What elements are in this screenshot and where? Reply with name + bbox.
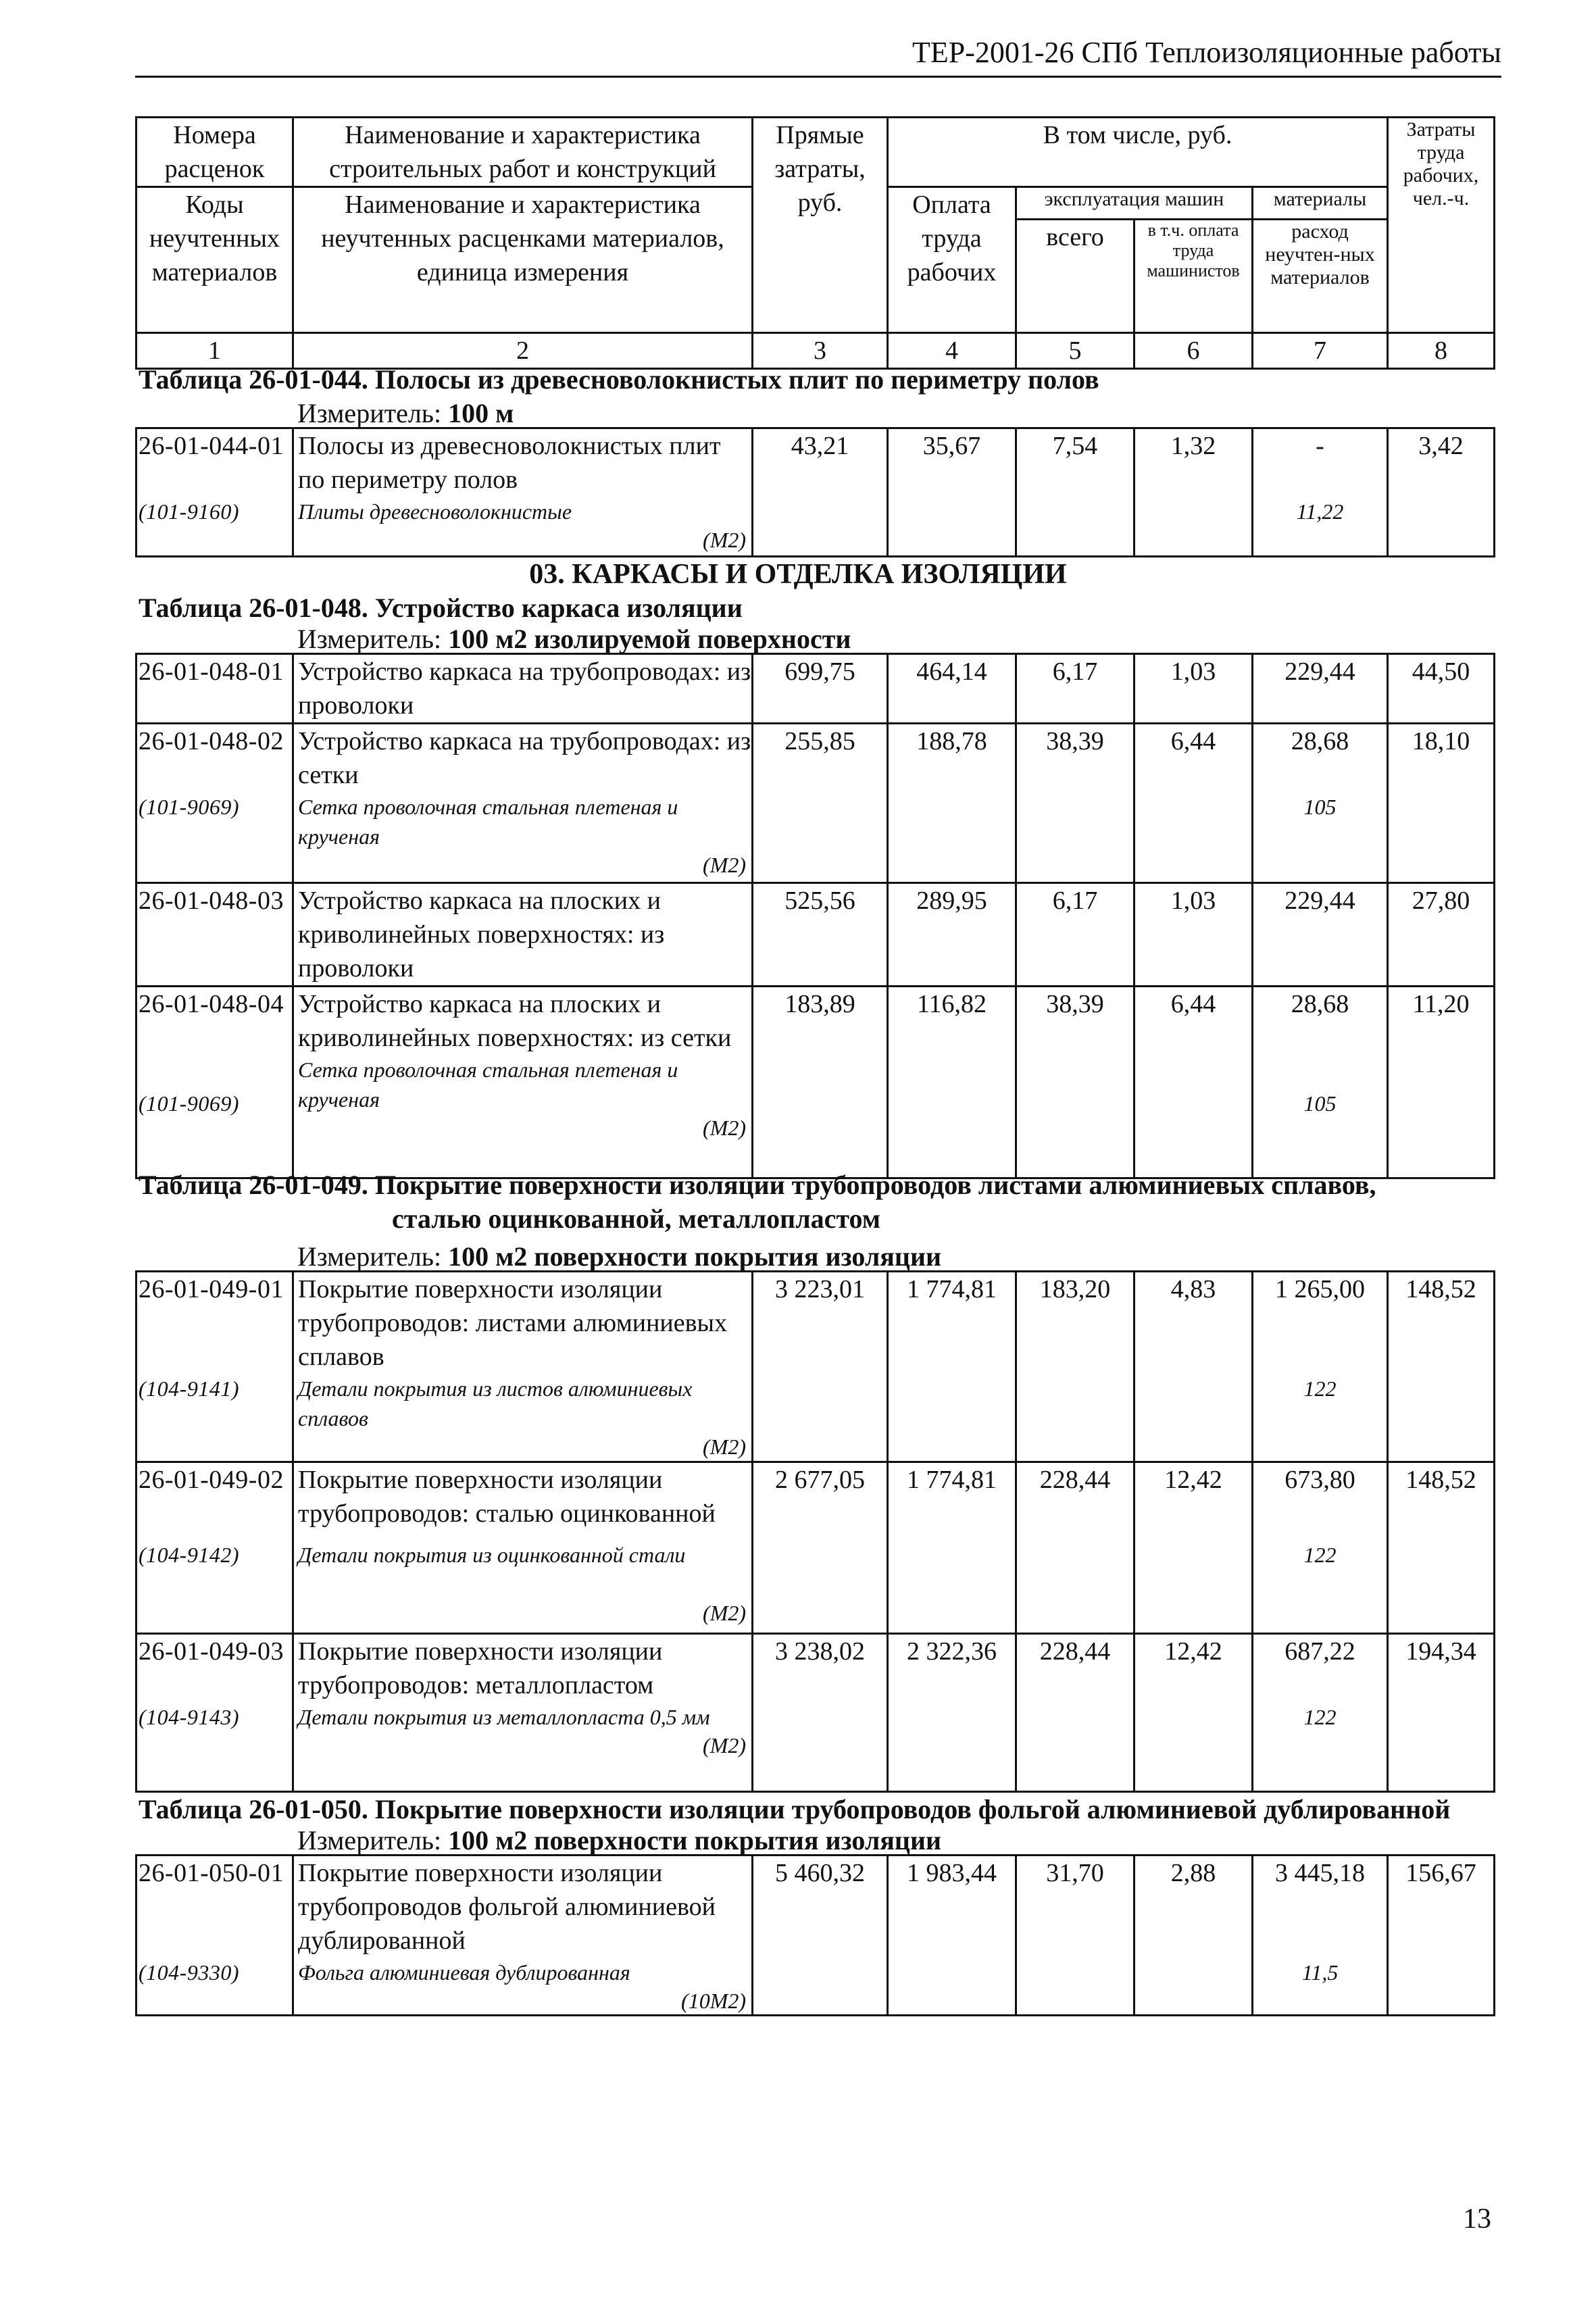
- material-code: (104-9330): [139, 1960, 239, 1985]
- col8-header: Затраты труда рабочих, чел.-ч.: [1388, 118, 1495, 333]
- labor-cost: 2 322,36: [888, 1634, 1016, 1792]
- direct-cost: 3 238,02: [753, 1634, 888, 1792]
- meter-line: [297, 624, 851, 654]
- rate-description: Устройство каркаса на трубопроводах: из сетки: [298, 727, 751, 789]
- col5-header: всего: [1016, 220, 1134, 333]
- rate-code: 26-01-050-01: [139, 1859, 284, 1887]
- description-cell: [293, 1272, 753, 1462]
- rate-code-cell: [136, 1272, 293, 1462]
- material-quantity: 122: [1303, 1376, 1337, 1401]
- machine-cost: 38,39: [1016, 987, 1134, 1178]
- rate-code-cell: [136, 1462, 293, 1634]
- direct-cost: 5 460,32: [753, 1856, 888, 2016]
- material-quantity: 11,5: [1301, 1960, 1339, 1985]
- materials-cost: -: [1316, 432, 1324, 460]
- rate-code: 26-01-049-02: [139, 1466, 284, 1494]
- rate-code-cell: [136, 1856, 293, 2016]
- page-number: 13: [1463, 2204, 1491, 2235]
- rate-code: 26-01-048-02: [139, 727, 284, 755]
- labor-cost: 1 983,44: [888, 1856, 1016, 2016]
- description-cell: [293, 1634, 753, 1792]
- col6-header: в т.ч. оплата труда машинистов: [1134, 220, 1253, 333]
- labor-hours: 194,34: [1388, 1634, 1495, 1792]
- machinist-labor-cost: 1,03: [1134, 654, 1253, 724]
- rate-description: Устройство каркаса на плоских и криволинейных поверхностях: из сетки: [298, 990, 732, 1052]
- materials-cost: 673,80: [1285, 1466, 1355, 1494]
- col7-header: расход неучтен-ных материалов: [1253, 220, 1388, 333]
- machine-cost: 228,44: [1016, 1634, 1134, 1792]
- col-number-2: 2: [293, 333, 753, 369]
- meter-line: [297, 1826, 941, 1856]
- meter-label: Измеритель:: [297, 398, 442, 428]
- labor-cost: 1 774,81: [888, 1462, 1016, 1634]
- rate-code-cell: [136, 428, 293, 557]
- col1-bottom-header: Коды неучтенных материалов: [136, 187, 293, 333]
- col2-top-header: Наименование и характеристика строительных работ и конструкций: [293, 118, 753, 187]
- table-row: [136, 1856, 1495, 2016]
- running-title: ТЕР-2001-26 СПб Теплоизоляционные работы: [912, 36, 1501, 69]
- description-cell: [293, 724, 753, 883]
- table-row: [136, 1634, 1495, 1792]
- col1-top-header: Номера расценок: [136, 118, 293, 187]
- labor-cost: 464,14: [888, 654, 1016, 724]
- machine-cost: 6,17: [1016, 883, 1134, 987]
- material-name: Детали покрытия из оцинкованной стали: [298, 1543, 686, 1567]
- table-row: [136, 428, 1495, 557]
- table-row: [136, 724, 1495, 883]
- description-cell: [293, 428, 753, 557]
- machinist-labor-cost: 2,88: [1134, 1856, 1253, 2016]
- machine-cost: 183,20: [1016, 1272, 1134, 1462]
- col-number-6: 6: [1134, 333, 1253, 369]
- materials-cost: 28,68: [1291, 990, 1349, 1018]
- material-code: (101-9069): [139, 1091, 239, 1116]
- meter-value: 100 м2 изолируемой поверхности: [448, 624, 851, 654]
- table-caption: Таблица 26-01-050. Покрытие поверхности изоляции трубопроводов фольгой алюминиевой дублированной: [139, 1794, 1451, 1824]
- labor-hours: 27,80: [1388, 883, 1495, 987]
- col-number-5: 5: [1016, 333, 1134, 369]
- direct-cost: 2 677,05: [753, 1462, 888, 1634]
- table-row: [136, 883, 1495, 987]
- unit-label: (М2): [703, 1601, 746, 1625]
- machinist-labor-cost: 6,44: [1134, 724, 1253, 883]
- materials-cost: 229,44: [1253, 654, 1388, 724]
- col-number-7: 7: [1253, 333, 1388, 369]
- table-caption: Таблица 26-01-049. Покрытие поверхности изоляции трубопроводов листами алюминиевых сплавов,: [139, 1170, 1376, 1200]
- rate-code: 26-01-049-01: [139, 1275, 284, 1303]
- labor-cost: 116,82: [888, 987, 1016, 1178]
- material-quantity: 122: [1303, 1705, 1337, 1729]
- machine-cost: 31,70: [1016, 1856, 1134, 2016]
- description-cell: [293, 1856, 753, 2016]
- machinist-labor-cost: 1,03: [1134, 883, 1253, 987]
- materials-cell: [1253, 1272, 1388, 1462]
- machinist-labor-cost: 12,42: [1134, 1634, 1253, 1792]
- rate-code: 26-01-048-01: [136, 654, 293, 724]
- materials-cost: 3 445,18: [1275, 1859, 1365, 1887]
- description-cell: [293, 987, 753, 1178]
- machinist-labor-cost: 1,32: [1134, 428, 1253, 557]
- labor-cost: 1 774,81: [888, 1272, 1016, 1462]
- machine-cost: 7,54: [1016, 428, 1134, 557]
- direct-cost: 183,89: [753, 987, 888, 1178]
- meter-value: 100 м2 поверхности покрытия изоляции: [448, 1241, 942, 1272]
- meter-label: Измеритель:: [297, 1825, 442, 1856]
- rate-description: Покрытие поверхности изоляции трубопроводов фольгой алюминиевой дублированной: [298, 1859, 716, 1955]
- rate-code: 26-01-048-03: [136, 883, 293, 987]
- meter-line: [297, 1242, 941, 1272]
- meter-label: Измеритель:: [297, 624, 442, 654]
- unit-label: (М2): [703, 1733, 746, 1758]
- materials-cell: [1253, 428, 1388, 557]
- rate-table: [135, 427, 1495, 557]
- col2-bottom-header: Наименование и характеристика неучтенных расценками материалов, единица измерения: [293, 187, 753, 333]
- description-cell: [293, 1462, 753, 1634]
- rate-description: Устройство каркаса на трубопроводах: из проволоки: [293, 654, 753, 724]
- table-row: [136, 1462, 1495, 1634]
- materials-header: материалы: [1253, 187, 1388, 220]
- machines-header: эксплуатация машин: [1016, 187, 1253, 220]
- unit-label: (М2): [703, 1116, 746, 1140]
- machinist-labor-cost: 4,83: [1134, 1272, 1253, 1462]
- materials-cost: 229,44: [1253, 883, 1388, 987]
- direct-cost: 255,85: [753, 724, 888, 883]
- material-name: Сетка проволочная стальная плетеная и крученая: [298, 795, 678, 849]
- col3-header: Прямые затраты, руб.: [753, 118, 888, 333]
- material-quantity: 122: [1303, 1543, 1337, 1567]
- rate-code-cell: [136, 724, 293, 883]
- group-header: В том числе, руб.: [888, 118, 1388, 187]
- col-number-4: 4: [888, 333, 1016, 369]
- materials-cost: 28,68: [1291, 727, 1349, 755]
- direct-cost: 525,56: [753, 883, 888, 987]
- labor-cost: 289,95: [888, 883, 1016, 987]
- meter-line: [297, 399, 514, 428]
- rate-table: [135, 653, 1495, 1179]
- rate-table: [135, 1270, 1495, 1793]
- table-row: [136, 654, 1495, 724]
- material-code: (104-9141): [139, 1376, 239, 1401]
- unit-label: (М2): [703, 853, 746, 877]
- direct-cost: 699,75: [753, 654, 888, 724]
- col-number-8: 8: [1388, 333, 1495, 369]
- machine-cost: 6,17: [1016, 654, 1134, 724]
- table-row: [136, 1272, 1495, 1462]
- machinist-labor-cost: 12,42: [1134, 1462, 1253, 1634]
- labor-cost: 35,67: [888, 428, 1016, 557]
- material-quantity: 105: [1303, 1091, 1337, 1116]
- material-name: Детали покрытия из листов алюминиевых сплавов: [298, 1376, 693, 1430]
- rate-code: 26-01-049-03: [139, 1637, 284, 1666]
- rate-description: Покрытие поверхности изоляции трубопроводов: металлопластом: [298, 1637, 663, 1699]
- meter-label: Измеритель:: [297, 1241, 442, 1272]
- rate-code: 26-01-044-01: [139, 432, 284, 460]
- section-heading: 03. КАРКАСЫ И ОТДЕЛКА ИЗОЛЯЦИИ: [529, 559, 1067, 590]
- unit-label: (М2): [703, 528, 746, 552]
- table-caption: Таблица 26-01-044. Полосы из древесноволокнистых плит по периметру полов: [139, 364, 1099, 395]
- materials-cell: [1253, 1462, 1388, 1634]
- rate-description: Устройство каркаса на плоских и криволинейных поверхностях: из проволоки: [293, 883, 753, 987]
- material-code: (104-9143): [139, 1705, 239, 1729]
- materials-cost: 687,22: [1285, 1637, 1355, 1666]
- material-code: (101-9160): [139, 499, 239, 524]
- direct-cost: 43,21: [753, 428, 888, 557]
- rate-code: 26-01-048-04: [139, 990, 284, 1018]
- col-number-3: 3: [753, 333, 888, 369]
- rate-description: Покрытие поверхности изоляции трубопроводов: листами алюминиевых сплавов: [298, 1275, 728, 1371]
- machinist-labor-cost: 6,44: [1134, 987, 1253, 1178]
- labor-hours: 44,50: [1388, 654, 1495, 724]
- machine-cost: 228,44: [1016, 1462, 1134, 1634]
- labor-hours: 18,10: [1388, 724, 1495, 883]
- meter-value: 100 м2 поверхности покрытия изоляции: [448, 1825, 942, 1856]
- materials-cell: [1253, 1634, 1388, 1792]
- labor-hours: 148,52: [1388, 1272, 1495, 1462]
- rate-code-cell: [136, 987, 293, 1178]
- material-name: Плиты древесноволокнистые: [298, 499, 572, 524]
- material-name: Детали покрытия из металлопласта 0,5 мм: [298, 1705, 710, 1729]
- rate-table: [135, 1854, 1495, 2016]
- machine-cost: 38,39: [1016, 724, 1134, 883]
- material-name: Сетка проволочная стальная плетеная и крученая: [298, 1057, 678, 1112]
- materials-cost: 1 265,00: [1275, 1275, 1365, 1303]
- material-quantity: 11,22: [1296, 499, 1344, 524]
- col-number-1: 1: [136, 333, 293, 369]
- table-caption-continued: сталью оцинкованной, металлопластом: [392, 1203, 881, 1234]
- materials-cell: [1253, 1856, 1388, 2016]
- rate-code-cell: [136, 1634, 293, 1792]
- unit-label: (М2): [703, 1435, 746, 1459]
- material-code: (104-9142): [139, 1543, 239, 1567]
- rate-description: Полосы из древесноволокнистых плит по периметру полов: [298, 432, 721, 494]
- labor-hours: 11,20: [1388, 987, 1495, 1178]
- material-quantity: 105: [1303, 795, 1337, 819]
- labor-hours: 148,52: [1388, 1462, 1495, 1634]
- unit-label: (10М2): [681, 1989, 746, 2013]
- rate-description: Покрытие поверхности изоляции трубопроводов: сталью оцинкованной: [298, 1466, 716, 1528]
- meter-value: 100 м: [448, 398, 514, 428]
- col4-header: Оплата труда рабочих: [888, 187, 1016, 333]
- material-name: Фольга алюминиевая дублированная: [298, 1960, 630, 1985]
- materials-cell: [1253, 987, 1388, 1178]
- materials-cell: [1253, 724, 1388, 883]
- table-caption: Таблица 26-01-048. Устройство каркаса изоляции: [139, 593, 743, 623]
- material-code: (101-9069): [139, 795, 239, 819]
- labor-hours: 3,42: [1388, 428, 1495, 557]
- header-rule: [135, 76, 1501, 78]
- direct-cost: 3 223,01: [753, 1272, 888, 1462]
- column-header-table: [135, 116, 1495, 370]
- labor-hours: 156,67: [1388, 1856, 1495, 2016]
- table-row: [136, 987, 1495, 1178]
- labor-cost: 188,78: [888, 724, 1016, 883]
